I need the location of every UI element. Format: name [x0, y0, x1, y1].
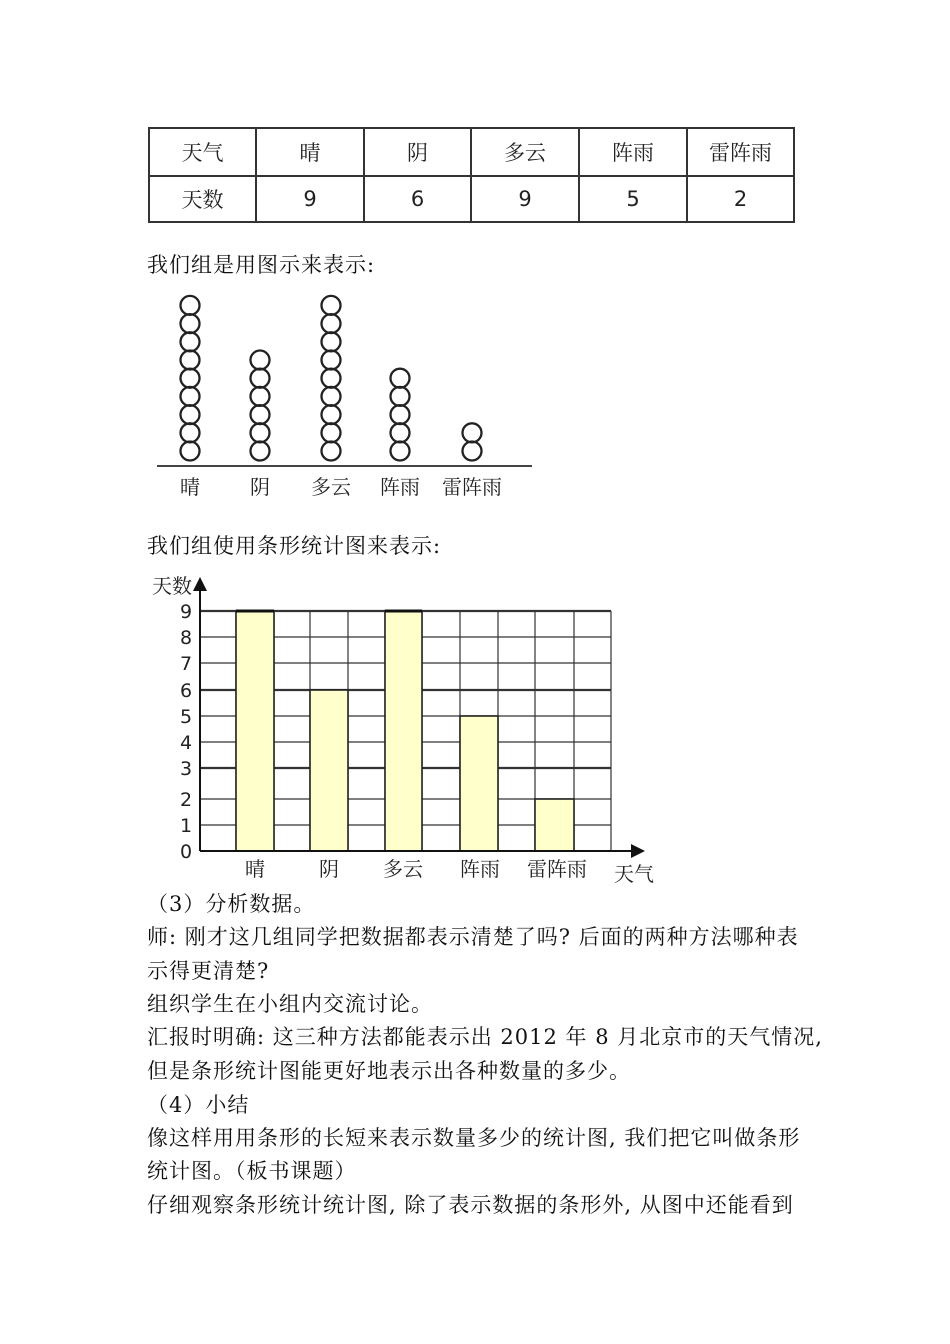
y-tick-label: 3: [179, 758, 193, 780]
paragraph-observe: 仔细观察条形统计统计图, 除了表示数据的条形外, 从图中还能看到: [147, 1193, 794, 1217]
pictograph-category-label: 雷阵雨: [442, 475, 502, 499]
x-category-label: 阵雨: [460, 857, 500, 881]
paragraph-report: 汇报时明确: 这三种方法都能表示出 2012 年 8 月北京市的天气情况,: [147, 1025, 823, 1049]
pictograph-category-label: 晴: [180, 475, 200, 499]
bar: [460, 716, 498, 851]
x-category-label: 晴: [245, 857, 265, 881]
bar: [310, 690, 348, 851]
pictograph-category-label: 阴: [250, 475, 270, 499]
bar: [236, 611, 274, 851]
bar: [535, 799, 574, 851]
paragraph-discussion: 组织学生在小组内交流讨论。: [147, 992, 433, 1016]
table-cell: 5: [579, 176, 687, 222]
table-cell: 9: [256, 176, 364, 222]
paragraph-teacher-question-cont: 示得更清楚?: [147, 959, 270, 983]
table-cell: 雷阵雨: [687, 128, 794, 176]
paragraph-analyze-heading: （3）分析数据。: [147, 892, 316, 916]
y-tick-label: 2: [179, 789, 193, 811]
table-cell: 天气: [149, 128, 256, 176]
paragraph-teacher-question: 师: 刚才这几组同学把数据都表示清楚了吗? 后面的两种方法哪种表: [147, 925, 799, 949]
table-cell: 6: [364, 176, 471, 222]
y-tick-label: 9: [179, 601, 193, 623]
table-cell: 多云: [471, 128, 579, 176]
y-tick-label: 8: [179, 627, 193, 649]
pictograph-category-label: 阵雨: [380, 475, 420, 499]
y-tick-label: 7: [179, 653, 193, 675]
paragraph-definition: 像这样用用条形的长短来表示数量多少的统计图, 我们把它叫做条形: [147, 1126, 801, 1150]
table-cell: 天数: [149, 176, 256, 222]
y-tick-label: 4: [179, 732, 193, 754]
y-tick-label: 0: [179, 841, 193, 863]
caption-pictograph: 我们组是用图示来表示:: [147, 253, 376, 277]
x-category-label: 多云: [383, 857, 423, 881]
x-category-label: 雷阵雨: [527, 857, 587, 881]
x-category-label: 阴: [319, 857, 339, 881]
y-tick-label: 1: [179, 815, 193, 837]
pictograph-category-label: 多云: [311, 475, 351, 499]
table-cell: 9: [471, 176, 579, 222]
y-axis-label: 天数: [152, 574, 192, 598]
table-cell: 晴: [256, 128, 364, 176]
paragraph-definition-cont: 统计图。（板书课题）: [147, 1159, 357, 1183]
y-tick-label: 5: [179, 706, 193, 728]
caption-bar-chart: 我们组使用条形统计图来表示:: [147, 534, 442, 558]
table-cell: 阴: [364, 128, 471, 176]
paragraph-report-cont: 但是条形统计图能更好地表示出各种数量的多少。: [147, 1059, 631, 1083]
table-cell: 阵雨: [579, 128, 687, 176]
paragraph-summary-heading: （4）小结: [147, 1093, 250, 1117]
table-cell: 2: [687, 176, 794, 222]
y-tick-label: 6: [179, 680, 193, 702]
bar: [385, 611, 422, 851]
x-axis-label: 天气: [614, 862, 654, 886]
